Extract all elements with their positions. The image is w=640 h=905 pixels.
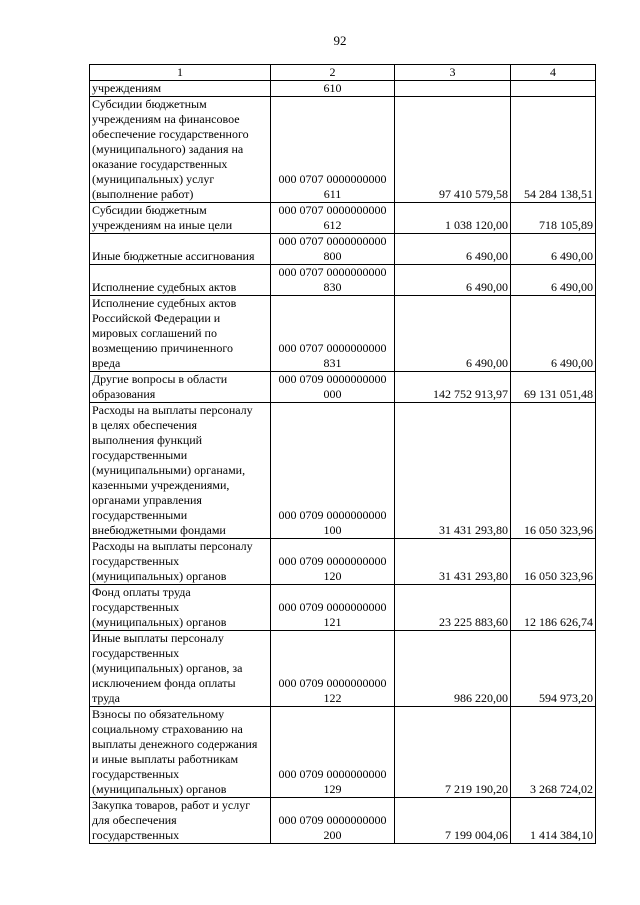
column-header-3: 3 xyxy=(395,65,511,81)
row-amount-col3: 986 220,00 xyxy=(395,631,511,707)
row-budget-code: 000 0707 0000000000 612 xyxy=(271,203,395,234)
row-amount-col4 xyxy=(511,81,596,97)
table-row xyxy=(90,707,596,798)
row-description: Исполнение судебных актов xyxy=(90,265,271,296)
row-amount-col4: 16 050 323,96 xyxy=(511,539,596,585)
table-row xyxy=(90,403,596,539)
row-amount-col3: 97 410 579,58 xyxy=(395,97,511,203)
table-row xyxy=(90,585,596,631)
row-description: Закупка товаров, работ и услуг для обеспечения государственных xyxy=(90,798,271,844)
row-amount-col3: 6 490,00 xyxy=(395,234,511,265)
row-amount-col4: 1 414 384,10 xyxy=(511,798,596,844)
row-budget-code: 000 0709 0000000000 000 xyxy=(271,372,395,403)
row-budget-code: 000 0707 0000000000 830 xyxy=(271,265,395,296)
table-row xyxy=(90,798,596,844)
row-budget-code: 000 0707 0000000000 800 xyxy=(271,234,395,265)
table-row xyxy=(90,81,596,97)
row-description: Другие вопросы в области образования xyxy=(90,372,271,403)
table-row xyxy=(90,296,596,372)
row-amount-col3: 31 431 293,80 xyxy=(395,403,511,539)
table-row xyxy=(90,97,596,203)
column-header-1: 1 xyxy=(90,65,271,81)
row-description: Расходы на выплаты персоналу в целях обеспечения выполнения функций государственными (муниципальными) органами, казенными учреждениями, органами управления государственными внебюджетными фондами xyxy=(90,403,271,539)
row-description: Субсидии бюджетным учреждениям на финансовое обеспечение государственного (муниципального) задания на оказание государственных (муниципальных) услуг (выполнение работ) xyxy=(90,97,271,203)
row-budget-code: 000 0707 0000000000 831 xyxy=(271,296,395,372)
row-amount-col4: 3 268 724,02 xyxy=(511,707,596,798)
table-row xyxy=(90,265,596,296)
row-amount-col3: 142 752 913,97 xyxy=(395,372,511,403)
row-description: Взносы по обязательному социальному страхованию на выплаты денежного содержания и иные выплаты работникам государственных (муниципальных) органов xyxy=(90,707,271,798)
row-amount-col4: 54 284 138,51 xyxy=(511,97,596,203)
row-amount-col3: 31 431 293,80 xyxy=(395,539,511,585)
row-amount-col4: 718 105,89 xyxy=(511,203,596,234)
table-row xyxy=(90,539,596,585)
row-amount-col4: 16 050 323,96 xyxy=(511,403,596,539)
row-amount-col3: 23 225 883,60 xyxy=(395,585,511,631)
row-budget-code: 000 0709 0000000000 122 xyxy=(271,631,395,707)
row-budget-code: 000 0709 0000000000 120 xyxy=(271,539,395,585)
budget-table xyxy=(89,64,596,844)
row-budget-code: 610 xyxy=(271,81,395,97)
row-description: Иные бюджетные ассигнования xyxy=(90,234,271,265)
row-budget-code: 000 0709 0000000000 121 xyxy=(271,585,395,631)
row-amount-col4: 12 186 626,74 xyxy=(511,585,596,631)
table-row xyxy=(90,372,596,403)
row-amount-col4: 6 490,00 xyxy=(511,296,596,372)
row-amount-col3: 1 038 120,00 xyxy=(395,203,511,234)
row-amount-col3: 6 490,00 xyxy=(395,265,511,296)
row-description: Фонд оплаты труда государственных (муниципальных) органов xyxy=(90,585,271,631)
table-row xyxy=(90,631,596,707)
column-header-2: 2 xyxy=(271,65,395,81)
row-amount-col3: 7 199 004,06 xyxy=(395,798,511,844)
row-budget-code: 000 0709 0000000000 100 xyxy=(271,403,395,539)
row-budget-code: 000 0709 0000000000 129 xyxy=(271,707,395,798)
row-amount-col4: 6 490,00 xyxy=(511,234,596,265)
row-budget-code: 000 0709 0000000000 200 xyxy=(271,798,395,844)
page-number: 92 xyxy=(333,33,347,48)
row-description: учреждениям xyxy=(90,81,271,97)
row-amount-col3: 7 219 190,20 xyxy=(395,707,511,798)
row-description: Исполнение судебных актов Российской Федерации и мировых соглашений по возмещению причиненного вреда xyxy=(90,296,271,372)
row-amount-col3 xyxy=(395,81,511,97)
table-row xyxy=(90,234,596,265)
row-amount-col4: 6 490,00 xyxy=(511,265,596,296)
table-row xyxy=(90,203,596,234)
row-budget-code: 000 0707 0000000000 611 xyxy=(271,97,395,203)
row-amount-col4: 69 131 051,48 xyxy=(511,372,596,403)
row-description: Иные выплаты персоналу государственных (муниципальных) органов, за исключением фонда оплаты труда xyxy=(90,631,271,707)
row-amount-col3: 6 490,00 xyxy=(395,296,511,372)
column-header-4: 4 xyxy=(511,65,596,81)
row-amount-col4: 594 973,20 xyxy=(511,631,596,707)
table-header-row xyxy=(90,65,596,81)
row-description: Субсидии бюджетным учреждениям на иные цели xyxy=(90,203,271,234)
row-description: Расходы на выплаты персоналу государственных (муниципальных) органов xyxy=(90,539,271,585)
